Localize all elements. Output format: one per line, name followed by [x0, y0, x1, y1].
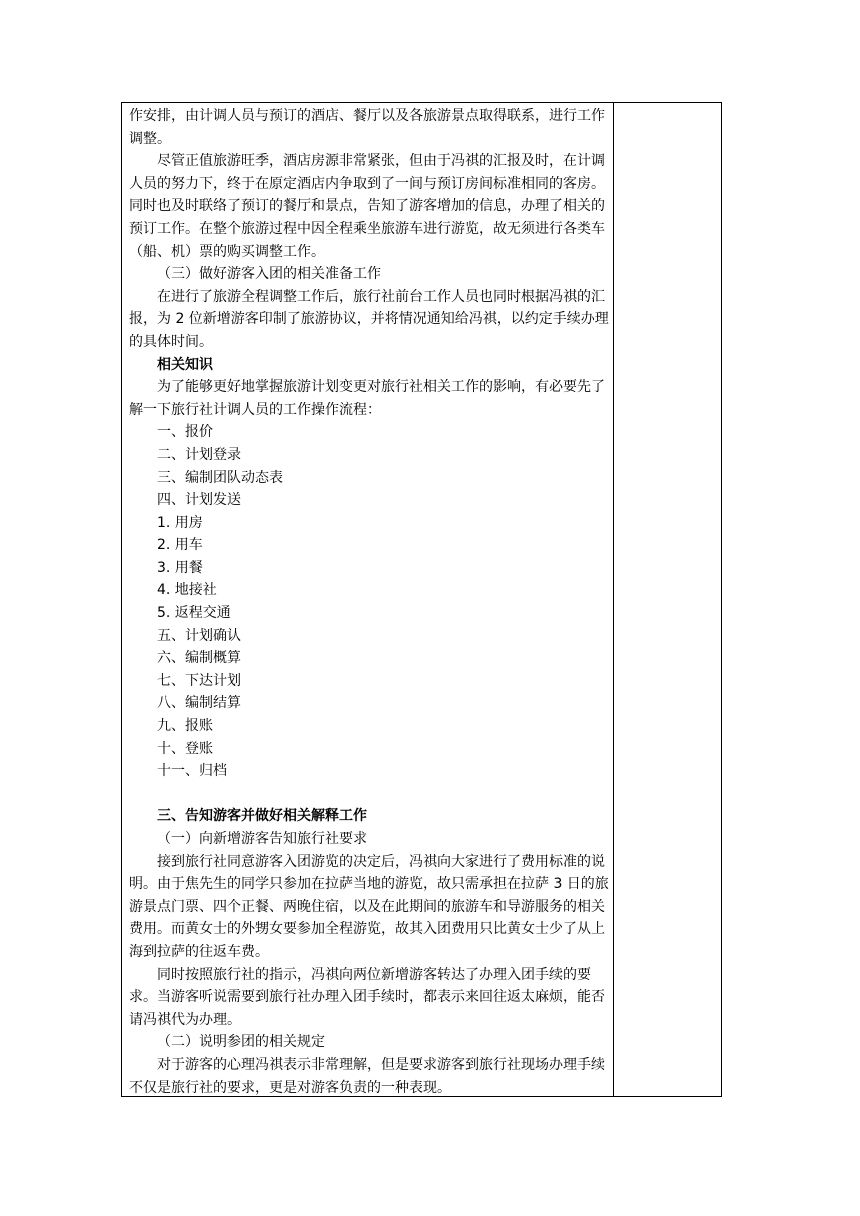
- section-three-heading: 三、告知游客并做好相关解释工作: [157, 808, 367, 825]
- sub-list-item: 1. 用房: [157, 514, 203, 531]
- sub-list-item: 2. 用车: [157, 537, 203, 554]
- sub-list-item: 3. 用餐: [157, 559, 203, 576]
- intro-paragraph: 作安排，由计调人员与预订的酒店、餐厅以及各旅游景点取得联系，进行工作调整。: [129, 108, 605, 147]
- list-item: 五、计划确认: [157, 627, 241, 644]
- column-divider: [613, 103, 614, 1096]
- list-item: 十、登账: [157, 740, 213, 757]
- list-item: 四、计划发送: [157, 492, 241, 509]
- main-text-cell: [129, 105, 609, 1099]
- document-table: [121, 102, 722, 1097]
- prep-paragraph: 在进行了旅游全程调整工作后，旅行社前台工作人员也同时根据冯祺的汇报，为 2 位新增游客印制了旅游协议，并将情况通知给冯祺，以约定手续办理的具体时间。: [129, 288, 609, 350]
- list-item: 九、报账: [157, 718, 213, 735]
- list-item: 三、编制团队动态表: [157, 469, 283, 486]
- list-item: 十一、归档: [157, 763, 227, 780]
- list-item: 二、计划登录: [157, 446, 241, 463]
- knowledge-heading: 相关知识: [157, 356, 213, 373]
- sub-list-item: 5. 返程交通: [157, 605, 231, 622]
- sub-list-item: 4. 地接社: [157, 582, 217, 599]
- list-item: 六、编制概算: [157, 650, 241, 667]
- list-item: 八、编制结算: [157, 695, 241, 712]
- list-item: 一、报价: [157, 424, 213, 441]
- inform-heading: （一）向新增游客告知旅行社要求: [157, 831, 367, 847]
- blank-line: [129, 783, 609, 806]
- procedure-paragraph: 同时按照旅行社的指示，冯祺向两位新增游客转达了办理入团手续的要求。当游客听说需要到旅行社办理入团手续时，都表示来回往返太麻烦，能否请冯祺代为办理。: [129, 966, 605, 1028]
- rules-paragraph: 对于游客的心理冯祺表示非常理解，但是要求游客到旅行社现场办理手续不仅是旅行社的要求，更是对游客负责的一种表现。: [129, 1056, 605, 1096]
- prep-heading: （三）做好游客入团的相关准备工作: [157, 266, 381, 283]
- list-item: 七、下达计划: [157, 672, 241, 689]
- fee-paragraph: 接到旅行社同意游客入团游览的决定后，冯祺向大家进行了费用标准的说明。由于焦先生的同学只参加在拉萨当地的游览，故只需承担在拉萨 3 日的旅游景点门票、四个正餐、两晚住宿，以及在此期间的旅游车和导游服务的相关费用。而黄女士的外甥女要参加全程游览，故其入团费用只比黄女士少了从上海到拉萨的往返车费。: [129, 853, 609, 960]
- knowledge-paragraph: 为了能够更好地掌握旅游计划变更对旅行社相关工作的影响，有必要先了解一下旅行社计调人员的工作操作流程：: [129, 379, 605, 418]
- room-paragraph: 尽管正值旅游旺季，酒店房源非常紧张，但由于冯祺的汇报及时，在计调人员的努力下，终于在原定酒店内争取到了一间与预订房间标准相同的客房。同时也及时联络了预订的餐厅和景点，告知了游客增加的信息，办理了相关的预订工作。在整个旅游过程中因全程乘坐旅游车进行游览，故无须进行各类车（船、机）票的购买调整工作。: [129, 153, 605, 260]
- rules-heading: （二）说明参团的相关规定: [157, 1034, 325, 1051]
